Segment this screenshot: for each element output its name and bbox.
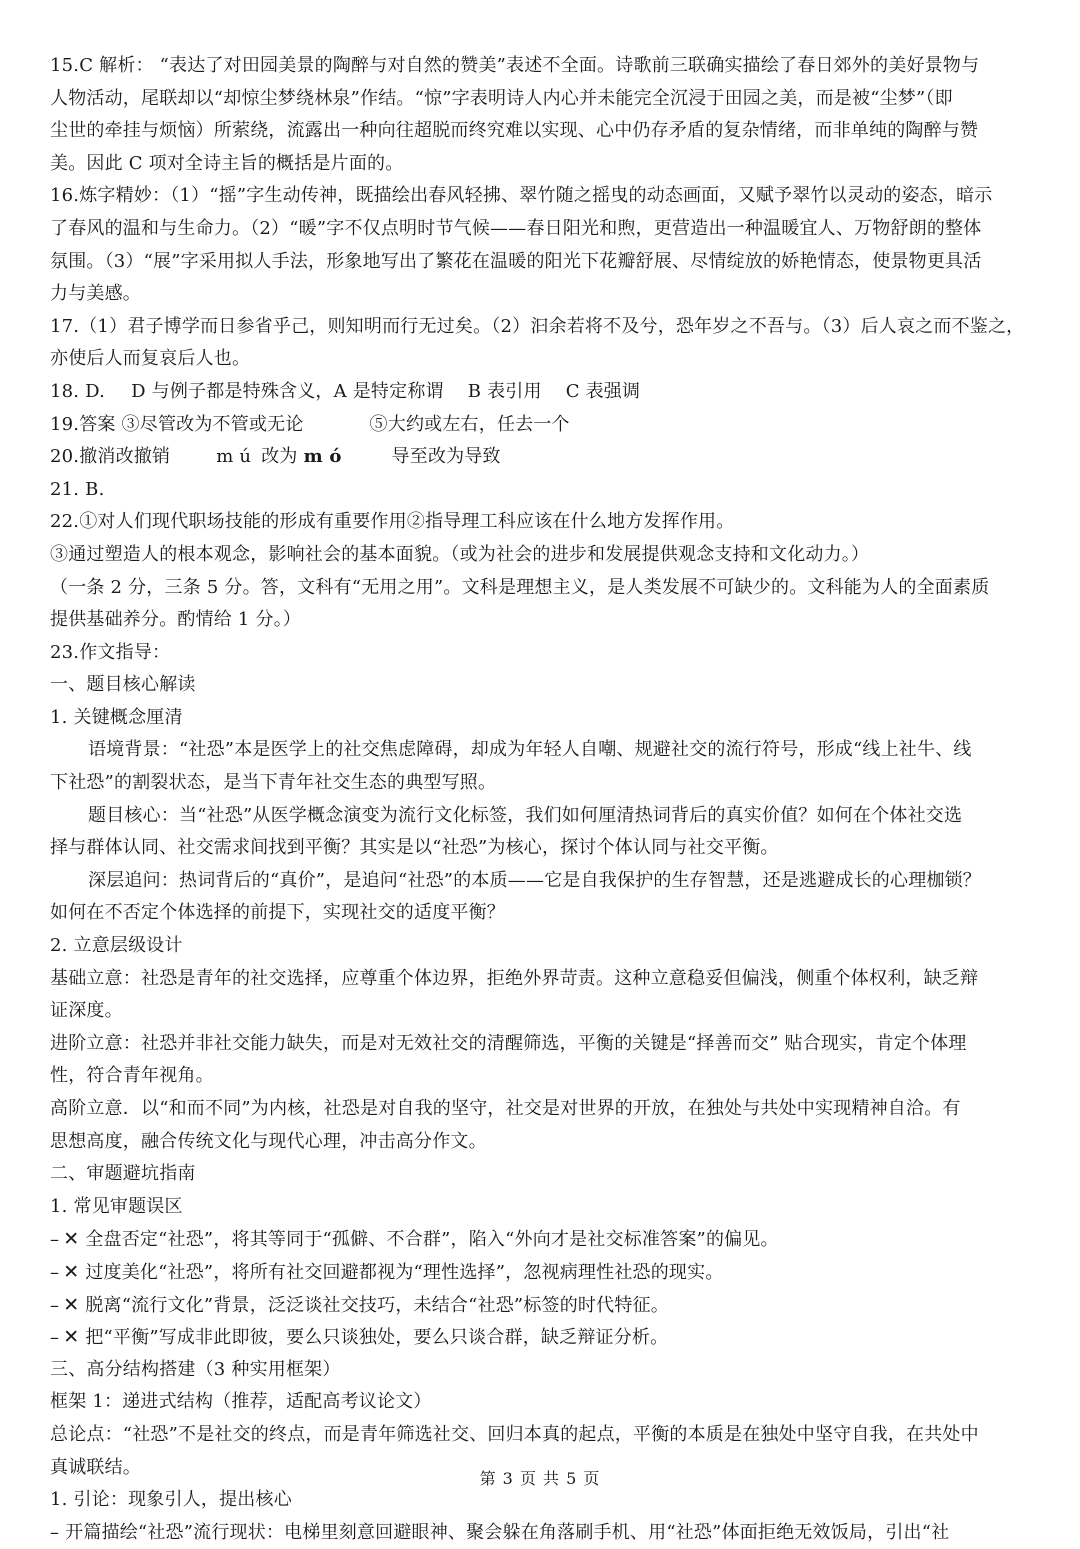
text-line: 如何在不否定个体选择的前提下，实现社交的适度平衡？ (50, 902, 505, 924)
answer-20 (50, 441, 1035, 474)
text-line: 了春风的温和与生命力。（2）“暖”字不仅点明时节气候——春日阳光和煦，更营造出一种温暖宜人、万物舒朗的整体 (50, 217, 982, 239)
text-line: 美。因此 C 项对全诗主旨的概括是片面的。 (50, 152, 404, 174)
subsection-heading: 1. 关键概念厘清 (50, 706, 183, 728)
text-line: 23.作文指导： (50, 641, 171, 663)
document-page (50, 50, 1035, 1549)
text-line: 下社恐”的割裂状态，是当下青年社交生态的典型写照。 (50, 772, 497, 794)
text-line: 题目核心：当“社恐”从医学概念演变为流行文化标签，我们如何厘清热词背后的真实价值？如何在个体社交选 (88, 804, 963, 826)
pitfall-item (50, 1223, 1035, 1256)
answer-20-change: 改为 (261, 446, 298, 468)
text-line: （一条 2 分，三条 5 分。答，文科有“无用之用”。文科是理想主义，是人类发展不可缺少的。文科能为人的全面素质 (50, 576, 990, 598)
pitfall-text: 脱离“流行文化”背景，泛泛谈社交技巧，未结合“社恐”标签的时代特征。 (85, 1294, 669, 1316)
pitfall-item (50, 1321, 1035, 1354)
text-line: 证深度。 (50, 1000, 123, 1022)
text-line: 深层追问：热词背后的“真价”，是追问“社恐”的本质——它是自我保护的生存智慧，还是逃避成长的心理枷锁？ (88, 869, 982, 891)
cross-icon: ✕ (63, 1293, 80, 1316)
text-line: 16.炼字精妙：（1）“摇”字生动传神，既描绘出春风轻拂、翠竹随之摇曳的动态画面，又赋予翠竹以灵动的姿态，暗示 (50, 185, 993, 207)
dash-marker: – (50, 1229, 60, 1251)
section-heading: 一、题目核心解读 (50, 674, 196, 696)
answer-19 (50, 409, 1035, 442)
text-line: 尘世的牵挂与烦恼）所萦绕，流露出一种向往超脱而终究难以实现、心中仍存矛盾的复杂情绪，而非单纯的陶醉与赞 (50, 120, 979, 142)
text-line: – 开篇描绘“社恐”流行现状：电梯里刻意回避眼神、聚会躲在角落刷手机、用“社恐”体面拒绝无效饭局，引出“社 (50, 1521, 950, 1543)
text-line: 高阶立意．以“和而不同”为内核，社恐是对自我的坚守，社交是对世界的开放，在独处与共处中实现精神自洽。有 (50, 1098, 961, 1119)
text-line: 性，符合青年视角。 (50, 1065, 214, 1087)
answer-18 (50, 376, 1035, 409)
subsection-heading: 1. 常见审题误区 (50, 1195, 183, 1217)
text-line: ③通过塑造人的根本观念，影响社会的基本面貌。（或为社会的进步和发展提供观念支持和文化动力。） (50, 543, 870, 565)
text-line: 人物活动，尾联却以“却惊尘梦绕林泉”作结。“惊”字表明诗人内心并未能完全沉浸于田园之美，而是被“尘梦”（即 (50, 87, 953, 109)
text-line: 17.（1）君子博学而日参省乎己，则知明而行无过矣。（2）汩余若将不及兮，恐年岁之不吾与。（3）后人哀之而不鉴之， (50, 315, 1025, 337)
subsection-heading: 框架 1：递进式结构（推荐，适配高考议论文） (50, 1391, 432, 1413)
text-line: 1. 引论：现象引人，提出核心 (50, 1489, 292, 1511)
text-line: 基础立意：社恐是青年的社交选择，应尊重个体边界，拒绝外界苛责。这种立意稳妥但偏浅，侧重个体权利，缺乏辩 (50, 967, 979, 989)
dash-marker: – (50, 1261, 60, 1283)
text-line: 亦使后人而复哀后人也。 (50, 348, 251, 370)
pitfall-text: 全盘否定“社恐”，将其等同于“孤僻、不合群”，陷入“外向才是社交标准答案”的偏见。 (85, 1229, 779, 1251)
answer-20-part-e: 导至改为导致 (391, 446, 501, 468)
pitfall-item (50, 1256, 1035, 1289)
dash-marker: – (50, 1327, 60, 1349)
text-line: 择与群体认同、社交需求间找到平衡？其实是以“社恐”为核心，探讨个体认同与社交平衡。 (50, 837, 779, 859)
text-line: 提供基础养分。酌情给 1 分。） (50, 609, 302, 631)
pitfall-text: 把“平衡”写成非此即彼，要么只谈独处，要么只谈合群，缺乏辩证分析。 (85, 1327, 669, 1349)
pitfall-text: 过度美化“社恐”，将所有社交回避都视为“理性选择”，忽视病理性社恐的现实。 (85, 1261, 724, 1283)
subsection-heading: 2. 立意层级设计 (50, 935, 183, 957)
answer-18-number: 18. D. (50, 380, 106, 402)
answer-18-part-a: D 与例子都是特殊含义，A 是特定称谓 (131, 380, 444, 402)
text-line: 15.C 解析： “表达了对田园美景的陶醉与对自然的赞美”表述不全面。诗歌前三联确实描绘了春日郊外的美好景物与 (50, 55, 980, 76)
answer-18-part-b: B 表引用 (467, 380, 542, 402)
text-line: 氛围。（3）“展”字采用拟人手法，形象地写出了繁花在温暖的阳光下花瓣舒展、尽情绽放的娇艳情态，使景物更具活 (50, 250, 982, 272)
dash-marker: – (50, 1294, 60, 1316)
cross-icon: ✕ (63, 1326, 80, 1349)
cross-icon: ✕ (63, 1228, 80, 1251)
answer-19-part-b: ⑤大约或左右，任去一个 (369, 413, 570, 435)
page-footer: 第 3 页 共 5 页 (479, 1469, 601, 1488)
cross-icon: ✕ (63, 1260, 80, 1283)
answer-20-pinyin-new: m ó (303, 446, 342, 468)
text-line: 进阶立意：社恐并非社交能力缺失，而是对无效社交的清醒筛选，平衡的关键是“择善而交” 贴合现实，肯定个体理 (50, 1032, 967, 1054)
text-line: 21. B. (50, 478, 105, 500)
section-heading: 二、审题避坑指南 (50, 1163, 196, 1185)
text-line: 真诚联结。 (50, 1456, 141, 1478)
answer-20-part-a: 20.撤消改撤销 (50, 446, 171, 468)
pitfall-item (50, 1289, 1035, 1322)
text-line: 思想高度，融合传统文化与现代心理，冲击高分作文。 (50, 1130, 487, 1152)
answer-18-part-c: C 表强调 (565, 380, 641, 402)
text-line: 总论点：“社恐”不是社交的终点，而是青年筛选社交、回归本真的起点，平衡的本质是在独处中坚守自我，在共处中 (50, 1423, 979, 1445)
answer-19-part-a: 19.答案 ③尽管改为不管或无论 (50, 413, 304, 435)
section-heading: 三、高分结构搭建（3 种实用框架） (50, 1358, 341, 1380)
text-line: 力与美感。 (50, 283, 141, 305)
text-line: 22.①对人们现代职场技能的形成有重要作用②指导理工科应该在什么地方发挥作用。 (50, 511, 735, 533)
text-line: 语境背景：“社恐”本是医学上的社交焦虑障碍，却成为年轻人自嘲、规避社交的流行符号，形成“线上社牛、线 (88, 739, 972, 761)
answer-20-pinyin-old: m ú (216, 446, 252, 468)
